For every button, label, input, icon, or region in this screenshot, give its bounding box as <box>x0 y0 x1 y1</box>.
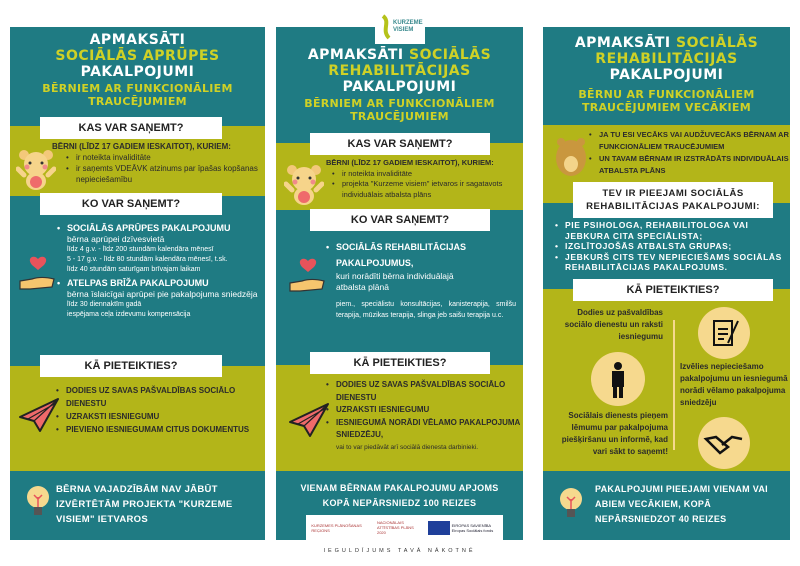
title-line: REHABILITĀCIJAS <box>595 51 738 67</box>
apply-heading: KĀ PIETEIKTIES? <box>573 279 773 301</box>
title-line: APMAKSĀTI <box>307 47 404 63</box>
what-list <box>555 220 790 273</box>
sponsor-kpr: KURZEMES PLĀNOŠANAS REĢIONS <box>311 522 362 533</box>
teddy-bear-icon <box>16 147 56 192</box>
sponsor-nap: NACIONĀLAIS ATTĪSTĪBAS PLĀNS 2020 <box>376 520 414 535</box>
lightbulb-icon <box>26 485 50 517</box>
service-name: • ATELPAS BRĪŽA PAKALPOJUMU <box>57 278 262 289</box>
teddy-bear-icon <box>284 162 324 207</box>
apply-item: • DODIES UZ SAVAS PAŠVALDĪBAS SOCIĀLO DIENESTU <box>326 379 521 404</box>
title-subtitle: BĒRNU AR FUNKCIONĀLIEM TRAUCĒJUMIEM VECĀKIEM <box>578 88 755 114</box>
what-item: • PIE PSIHOLOGA, REHABILITOLOGA VAI JEBKURA CITA SPECIĀLISTA; <box>555 220 790 241</box>
step-3: Sociālais dienests pieņem lēmumu par pakalpojuma piešķiršanu un informē, kad vari sākt to saņemt! <box>561 411 668 456</box>
who-heading: KAS VAR SAŅEMT? <box>310 133 490 155</box>
handshake-icon <box>698 417 750 469</box>
panel-parent-rehab <box>543 27 790 540</box>
who-item: • ir saņemts VDEĀVK atzinums par īpašas kopšanas nepieciešamību <box>66 163 262 185</box>
tagline: IEGULDĪJUMS TAVĀ NĀKOTNĒ <box>323 548 476 554</box>
service-detail: līdz 4 g.v. - līdz 200 stundām kalendāra mēnesī <box>67 246 214 253</box>
logo-figure-icon <box>379 14 393 40</box>
who-item: • ir noteikta invaliditāte <box>66 152 262 163</box>
service-name: • SOCIĀLĀS REHABILITĀCIJAS PAKALPOJUMUS, <box>326 239 466 271</box>
service-desc: bērna aprūpei dzīvesvietā <box>67 234 165 244</box>
timeline <box>673 320 675 450</box>
apply-item: • DODIES UZ SAVAS PAŠVALDĪBAS SOCIĀLO DIENESTU <box>56 384 261 410</box>
step-2: Izvēlies nepieciešamo pakalpojumu un iesniegumā norādi vēlamo pakalpojuma sniedzēju <box>680 362 788 407</box>
service-detail: 5 - 17 g.v. - līdz 80 stundām kalendāra mēnesī, t.sk. <box>67 256 228 263</box>
who-lead: BĒRNI (LĪDZ 17 GADIEM IESKAITOT), KURIEM: <box>326 158 494 167</box>
title-line: REHABILITĀCIJAS <box>328 63 471 79</box>
who-lead: BĒRNI (LĪDZ 17 GADIEM IESKAITOT), KURIEM: <box>52 142 231 151</box>
paper-plane-icon <box>18 397 60 433</box>
what-content <box>326 239 516 321</box>
person-icon <box>591 352 645 406</box>
apply-list <box>56 384 261 436</box>
sponsor-eu-text: EIROPAS SAVIENĪBA Eiropas Sociālais fonds <box>451 522 494 533</box>
bear-parent-child-icon <box>553 132 589 177</box>
logo-text: KURZEME VISIEM <box>393 20 423 33</box>
notepad-pencil-icon <box>698 307 750 359</box>
apply-item: • PIEVIENO IESNIEGUMAM CITUS DOKUMENTUS <box>56 423 261 436</box>
title-line: SOCIĀLĀS <box>409 47 492 63</box>
panel-title <box>276 47 523 123</box>
apply-note: vai to var piedāvāt arī sociālā dienesta darbinieki. <box>336 443 478 451</box>
apply-heading: KĀ PIETEIKTIES? <box>40 355 222 377</box>
who-heading: KAS VAR SAŅEMT? <box>40 117 222 139</box>
who-item: • JA TU ESI VECĀKS VAI AUDŽUVECĀKS BĒRNAM AR FUNKCIONĀLIEM TRAUCĒJUMIEM <box>589 129 789 153</box>
panel-care-services <box>10 27 265 540</box>
apply-item: • IESNIEGUMĀ NORĀDI VĒLAMO PAKALPOJUMA SNIEDZĒJU, <box>326 417 521 442</box>
panel-title <box>10 32 265 108</box>
footer-note: PAKALPOJUMI PIEEJAMI VIENAM VAI ABIEM VECĀKIEM, KOPĀ NEPĀRSNIEDZOT 40 REIZES <box>595 484 768 524</box>
heart-hand-icon <box>288 257 328 293</box>
heart-hand-icon <box>18 255 58 291</box>
panel-child-rehab <box>276 27 523 540</box>
title-subtitle: BĒRNIEM AR FUNKCIONĀLIEM TRAUCĒJUMIEM <box>304 97 495 123</box>
what-heading: KO VAR SAŅEMT? <box>310 209 490 231</box>
service-name: • SOCIĀLĀS APRŪPES PAKALPOJUMU <box>57 223 262 234</box>
eu-flag-icon <box>428 521 450 535</box>
who-item: • UN TAVAM BĒRNAM IR IZSTRĀDĀTS INDIVIDUĀLAIS ATBALSTA PLĀNS <box>589 153 789 177</box>
title-line: SOCIĀLĀS <box>676 35 759 51</box>
title-line: SOCIĀLĀS APRŪPES <box>55 48 220 64</box>
footer-note: BĒRNA VAJADZĪBĀM NAV JĀBŪT IZVĒRTĒTĀM PROJEKTA "KURZEME VISIEM" IETVAROS <box>56 484 233 525</box>
apply-item: • UZRAKSTI IESNIEGUMU <box>326 404 521 417</box>
apply-item: • UZRAKSTI IESNIEGUMU <box>56 410 261 423</box>
who-content <box>52 141 262 185</box>
who-list <box>589 129 789 177</box>
service-desc: bērna īslaicīgai aprūpei pie pakalpojuma sniedzēja <box>67 289 258 299</box>
footer-note: VIENAM BĒRNAM PAKALPOJUMU APJOMS KOPĀ NEPĀRSNIEDZ 100 REIZES <box>300 483 499 508</box>
service-detail: līdz 40 stundām saturīgam brīvajam laikam <box>67 266 201 273</box>
who-content <box>326 158 521 200</box>
lightbulb-icon <box>559 487 583 519</box>
apply-heading: KĀ PIETEIKTIES? <box>310 352 490 374</box>
service-examples: piem., speciālistu konsultācijas, kanisterapija, smilšu terapija, mūzikas terapija, slinga jeb saišu terapija u.c. <box>336 301 516 319</box>
what-item: • JEBKURŠ CITS TEV NEPIECIEŠAMS SOCIĀLĀS REHABILITĀCIJAS PAKALPOJUMS. <box>555 252 790 273</box>
what-item: • IZGLĪTOJOŠĀS ATBALSTA GRUPAS; <box>555 241 790 252</box>
title-subtitle: BĒRNIEM AR FUNKCIONĀLIEM TRAUCĒJUMIEM <box>42 82 233 108</box>
sponsor-logos <box>306 515 503 540</box>
service-detail: līdz 30 diennaktīm gadā <box>67 301 142 308</box>
who-item: • projekta "Kurzeme visiem" ietvaros ir sagatavots individuālais atbalsta plāns <box>332 179 521 200</box>
service-desc: kuri norādīti bērna individuālajā atbalsta plānā <box>336 271 454 292</box>
title-line: PAKALPOJUMI <box>80 64 195 80</box>
title-line: PAKALPOJUMI <box>342 79 457 95</box>
panel-title <box>543 35 790 114</box>
kurzeme-visiem-logo <box>375 10 425 44</box>
what-heading: TEV IR PIEEJAMI SOCIĀLĀS REHABILITĀCIJAS PAKALPOJUMI: <box>573 182 773 218</box>
paper-plane-icon <box>288 402 330 438</box>
sponsor-eu <box>428 521 498 535</box>
title-line: PAKALPOJUMI <box>609 67 724 83</box>
title-line: APMAKSĀTI <box>574 35 671 51</box>
what-heading: KO VAR SAŅEMT? <box>40 193 222 215</box>
title-line: APMAKSĀTI <box>89 32 186 48</box>
who-item: • ir noteikta invaliditāte <box>332 169 521 180</box>
step-1: Dodies uz pašvaldības sociālo dienestu un raksti iesniegumu <box>564 308 663 341</box>
service-detail: iespējama ceļa izdevumu kompensācija <box>67 311 191 318</box>
apply-content <box>326 379 521 453</box>
what-content <box>57 223 262 320</box>
